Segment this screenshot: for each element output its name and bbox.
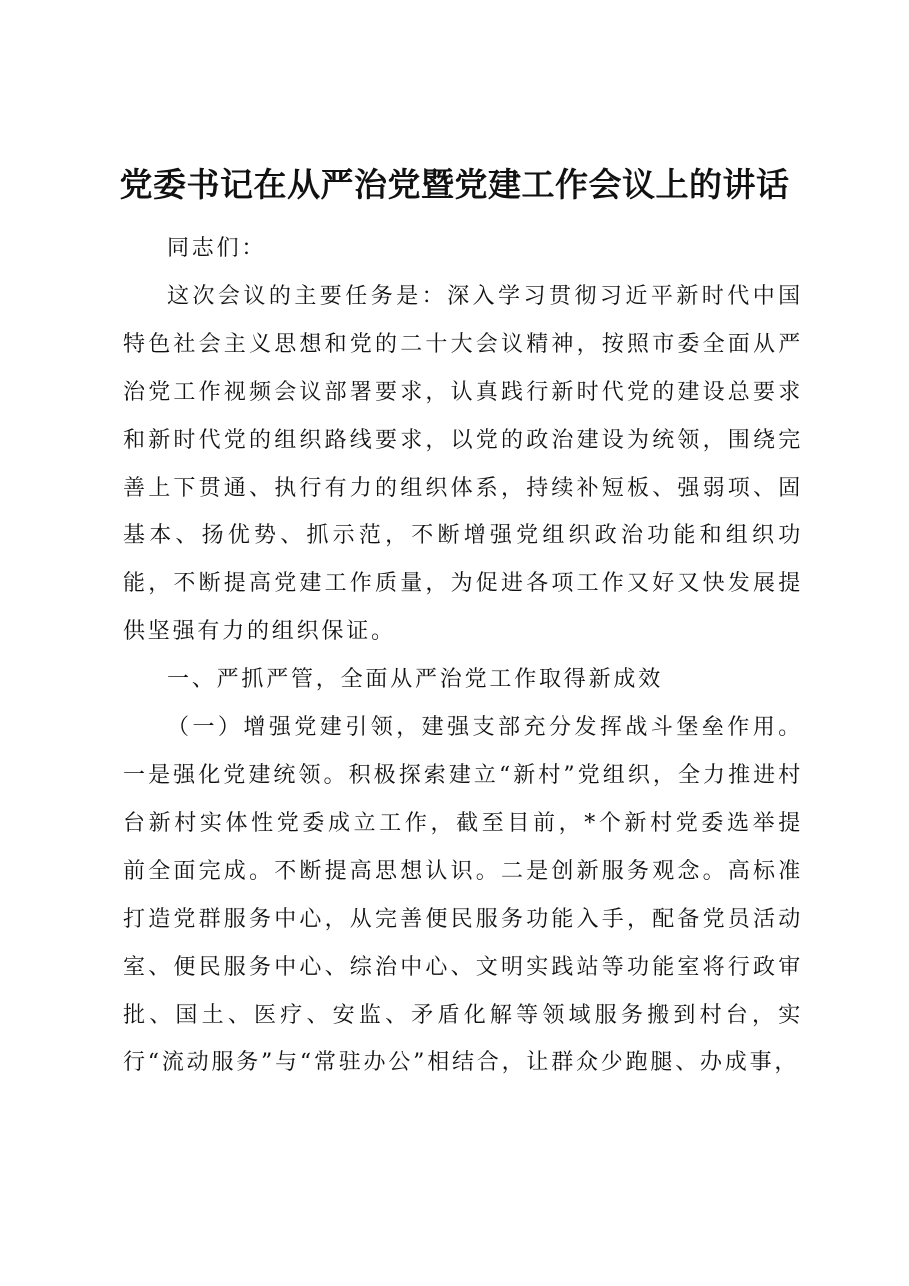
section-heading: 一、严抓严管，全面从严治党工作取得新成效 — [167, 667, 664, 693]
subsection-paragraph: （一）增强党建引领，建强支部充分发挥战斗堡垒作用。一是强化党建统领。积极探索建立“新村”党组织，全力推进村台新村实体性党委成立工作，截至目前，*个新村党委选举提前全面完成。不断提高思想认识。二是创新服务观念。高标准打造党群服务中心，从完善便民服务功能入手，配备党员活动室、便民服务中心、综治中心、文明实践站等功能室将行政审批、国土、医疗、安监、矛盾化解等领域服务搬到村台，实行“流动服务”与“常驻办公”相结合，让群众少跑腿、办成事， — [123, 715, 803, 1076]
document-title: 党委书记在从严治党暨党建工作会议上的讲话 — [119, 165, 790, 204]
salutation: 同志们： — [167, 236, 267, 261]
document-body — [123, 225, 803, 1087]
intro-paragraph: 这次会议的主要任务是：深入学习贯彻习近平新时代中国特色社会主义思想和党的二十大会议精神，按照市委全面从严治党工作视频会议部署要求，认真践行新时代党的建设总要求和新时代党的组织路线要求，以党的政治建设为统领，围绕完善上下贯通、执行有力的组织体系，持续补短板、强弱项、固基本、扬优势、抓示范，不断增强党组织政治功能和组织功能，不断提高党建工作质量，为促进各项工作又好又快发展提供坚强有力的组织保证。 — [123, 283, 803, 645]
